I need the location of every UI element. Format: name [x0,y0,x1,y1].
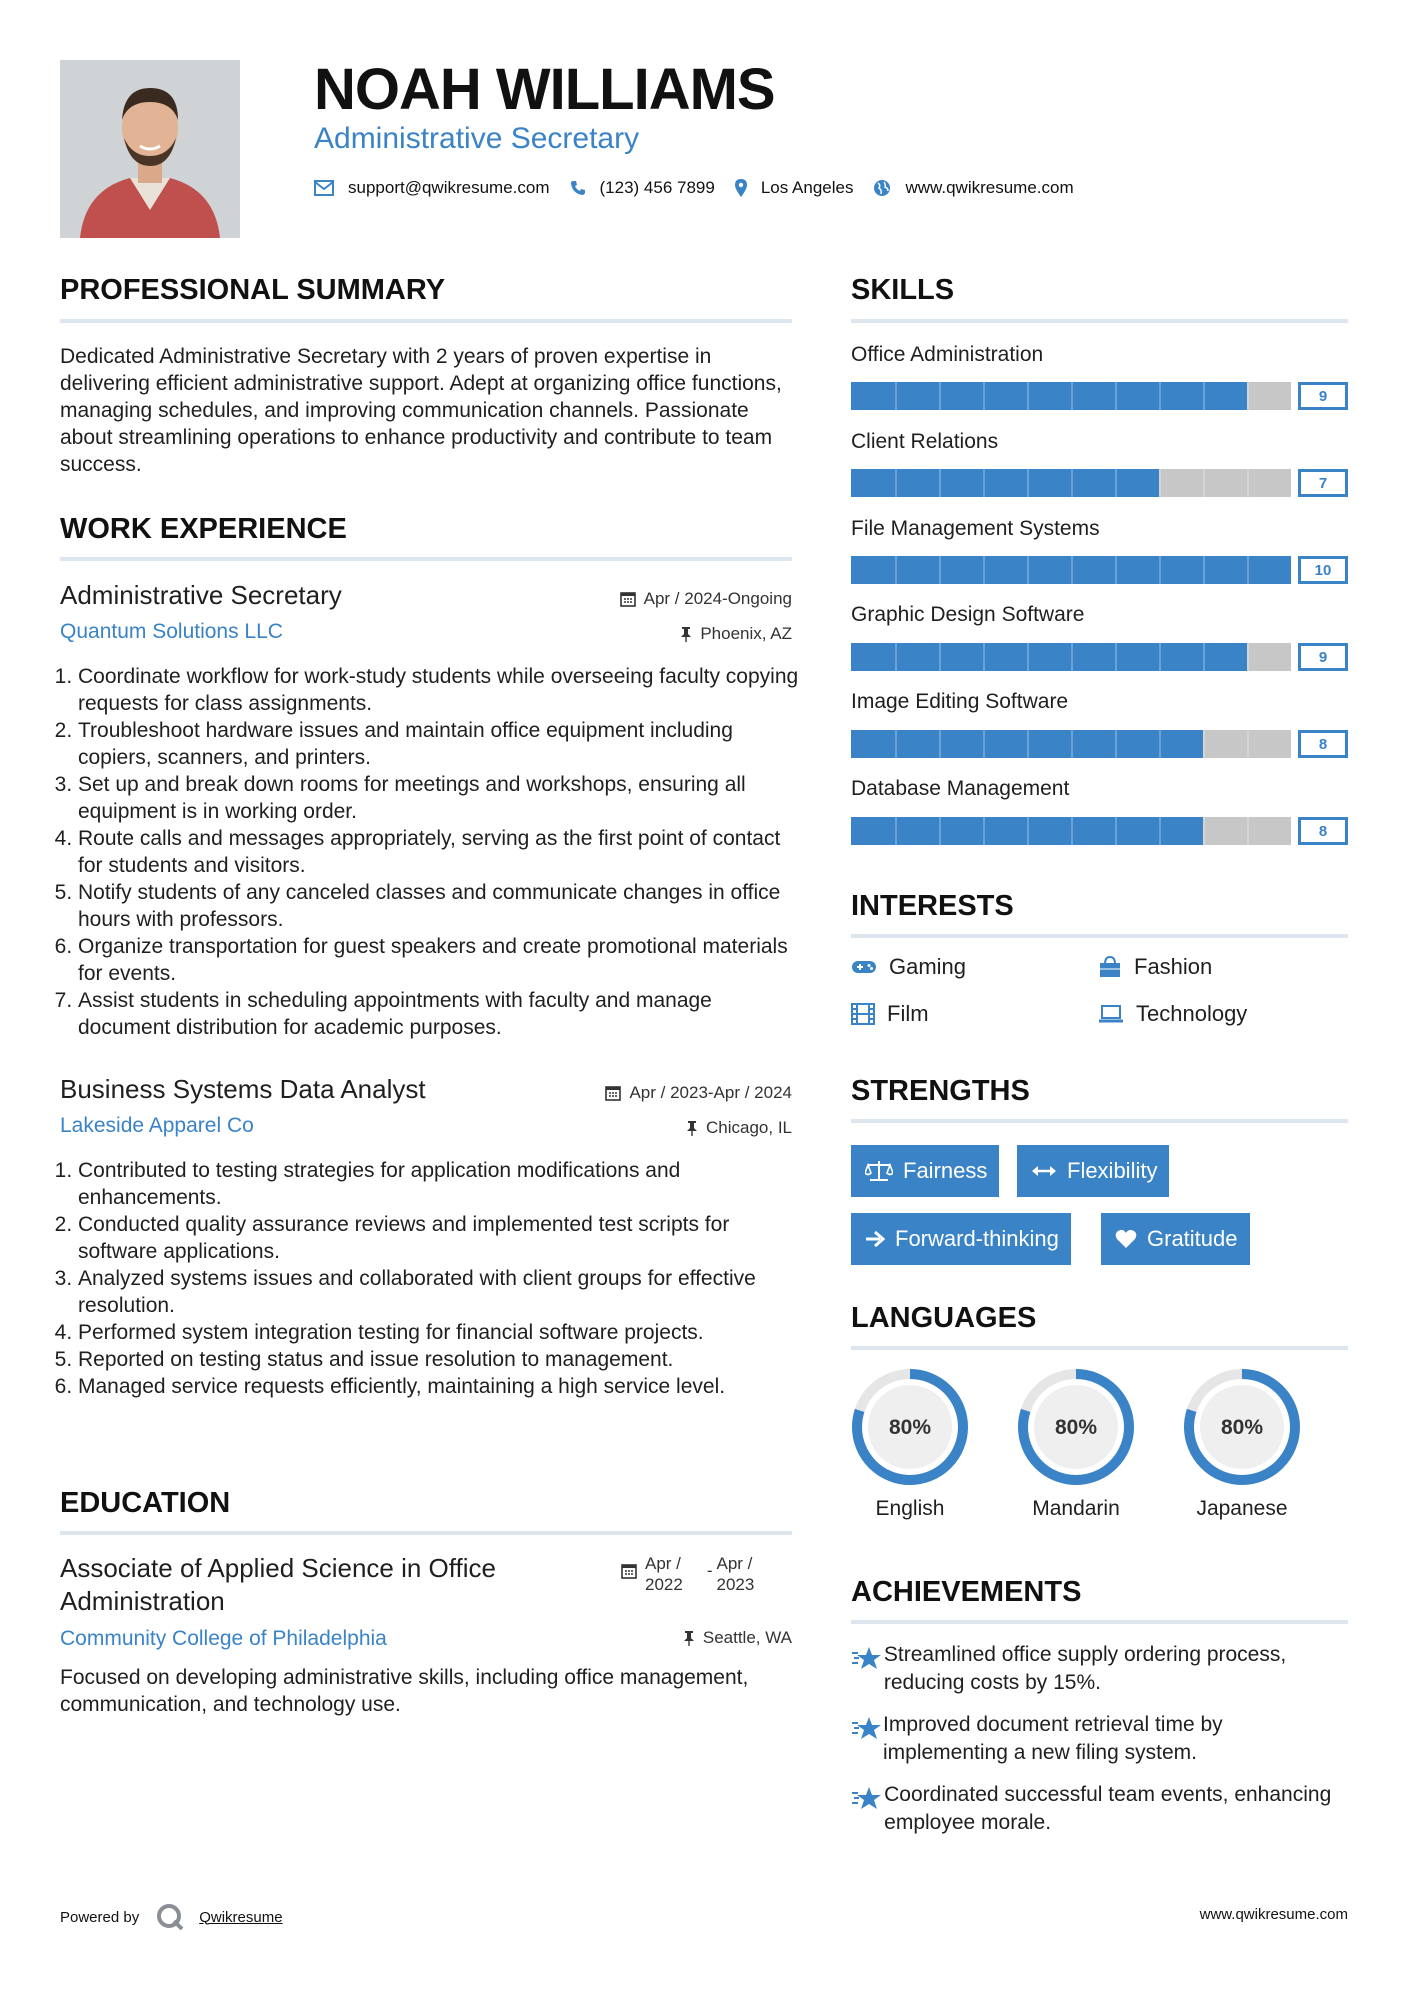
skill-segment-divider [1203,817,1205,845]
skill-segment-divider [1203,556,1205,584]
achievement-item [851,1641,1351,1697]
skill-value: 8 [1298,817,1348,845]
gauge-label: 80% [1220,1416,1264,1439]
skill-segment-divider [983,817,985,845]
skill-segment-divider [1027,730,1029,758]
phone-icon [570,180,586,196]
skill-bar [851,730,1348,758]
languages-heading: LANGUAGES [851,1302,1037,1334]
skill-segment-divider [1071,469,1073,497]
date-separator: - [706,1561,713,1580]
skill-segment-divider [1247,469,1249,497]
skill-fill [851,382,1247,410]
job-title: Administrative Secretary [60,580,342,610]
list-item: 3. Set up and break down rooms for meetings and workshops, ensuring all equipment is in working order. [78,771,800,825]
job-dates-text: Apr / 2024-Ongoing [643,589,792,608]
candidate-title: Administrative Secretary [314,122,640,155]
skill-bar [851,469,1348,497]
achievements-heading: ACHIEVEMENTS [851,1576,1082,1608]
job-location-text: Phoenix, AZ [700,624,792,643]
strengths-heading: STRENGTHS [851,1075,1030,1107]
strength-label: Gratitude [1147,1226,1238,1251]
list-item: 6. Organize transportation for guest speakers and create promotional materials for events. [78,933,800,987]
interest-item [851,954,966,980]
job-dates [620,589,792,609]
interests-rule [851,934,1348,938]
interests-heading: INTERESTS [851,890,1014,922]
list-item: 2. Troubleshoot hardware issues and maintain office equipment including copiers, scanners, and printers. [78,717,800,771]
skill-segment-divider [1159,817,1161,845]
job-dates [605,1083,792,1103]
skill-value: 10 [1298,556,1348,584]
achievement-item [851,1781,1351,1837]
job-company: Quantum Solutions LLC [60,620,283,643]
language-gauge [848,1365,972,1489]
strength-tag [1101,1213,1250,1265]
strength-tag [851,1145,999,1197]
footer-url[interactable]: www.qwikresume.com [1199,1906,1348,1923]
skill-segment-divider [939,382,941,410]
skill-segment-divider [1115,730,1117,758]
skill-bar [851,643,1348,671]
skill-segment-divider [1115,556,1117,584]
skills-heading: SKILLS [851,274,955,306]
job-location [686,1118,792,1138]
arrows-horizontal-icon [1031,1164,1057,1178]
calendar-icon [605,1085,621,1101]
achievement-text: Streamlined office supply ordering process, reducing costs by 15%. [883,1643,1287,1694]
strength-label: Forward-thinking [895,1226,1059,1251]
skill-segment-divider [1159,643,1161,671]
achievement-item [851,1711,1351,1767]
list-item: 2. Conducted quality assurance reviews and implemented test scripts for software applications. [78,1211,800,1265]
contact-phone[interactable]: (123) 456 7899 [599,178,715,197]
skill-segment-divider [1203,469,1205,497]
contact-location: Los Angeles [760,178,854,197]
skill-segment-divider [895,469,897,497]
skill-segment-divider [1203,382,1205,410]
job-location-text: Chicago, IL [706,1118,792,1137]
skill-segment-divider [1247,817,1249,845]
skill-segment-divider [895,556,897,584]
job-company: Lakeside Apparel Co [60,1114,254,1137]
skill-segment-divider [983,556,985,584]
achievements-rule [851,1620,1348,1624]
film-icon [851,1003,875,1025]
strength-label: Fairness [903,1158,988,1183]
summary-text: Dedicated Administrative Secretary with 2 years of proven expertise in delivering efficient administrative support. Adept at organizing office functions, managing schedules, and improving communication channels. Passionate about streamlining operations to enhance productivity and contribute to team success. [60,345,782,476]
skill-segment-divider [983,643,985,671]
skill-segment-divider [939,643,941,671]
education-start-month: Apr / [645,1554,681,1573]
list-item: 6. Managed service requests efficiently, maintaining a high service level. [78,1373,800,1400]
language-item [1014,1365,1138,1521]
skill-value: 7 [1298,469,1348,497]
interest-item [1098,954,1212,980]
skill-segment-divider [939,469,941,497]
education-end-month: Apr / [716,1554,753,1573]
skill-segment-divider [1203,643,1205,671]
skill-name: Client Relations [851,430,999,453]
strength-label: Flexibility [1067,1158,1158,1183]
skill-segment-divider [983,469,985,497]
skill-segment-divider [895,730,897,758]
skill-value: 9 [1298,382,1348,410]
interest-item [851,1001,929,1027]
skill-segment-divider [983,730,985,758]
skill-fill [851,469,1159,497]
education-end-year: 2023 [716,1575,755,1594]
skill-segment-divider [1115,382,1117,410]
skill-segment-divider [1071,643,1073,671]
skill-segment-divider [1027,643,1029,671]
language-name: Japanese [1196,1497,1288,1520]
language-gauge [1014,1365,1138,1489]
calendar-icon [621,1563,637,1579]
skill-segment-divider [1159,469,1161,497]
profile-photo [60,60,240,238]
education-start [645,1553,683,1595]
list-item: 1. Coordinate workflow for work-study students while overseeing faculty copying requests for class assignments. [78,663,800,717]
list-item: 5. Reported on testing status and issue resolution to management. [78,1346,800,1373]
interest-label: Technology [1136,1001,1248,1026]
language-gauge [1180,1365,1304,1489]
summary-rule [60,319,792,323]
skill-name: File Management Systems [851,517,1100,540]
globe-icon [873,179,891,197]
pin-icon [680,626,692,642]
skill-bar [851,556,1348,584]
shopping-bag-icon [1098,956,1122,978]
job-location [680,624,792,644]
school-name: Community College of Philadelphia [60,1627,387,1650]
job-dates-text: Apr / 2023-Apr / 2024 [629,1083,792,1102]
skill-segment-divider [895,382,897,410]
language-name: Mandarin [1032,1497,1120,1520]
footer-powered [60,1902,283,1932]
list-item: 1. Contributed to testing strategies for application modifications and enhancements. [78,1157,800,1211]
education-location-text: Seattle, WA [702,1628,792,1647]
contact-website[interactable]: www.qwikresume.com [905,178,1074,197]
skill-segment-divider [1247,643,1249,671]
interest-item [1098,1001,1247,1027]
skill-segment-divider [1159,556,1161,584]
skill-segment-divider [1247,382,1249,410]
star-badge-icon [851,1781,884,1837]
language-item [848,1365,972,1521]
envelope-icon [314,180,334,196]
laptop-icon [1098,1004,1124,1024]
skill-fill [851,643,1247,671]
calendar-icon [620,591,636,607]
skill-segment-divider [1115,817,1117,845]
education-heading: EDUCATION [60,1487,231,1519]
achievement-text: Coordinated successful team events, enhancing employee morale. [884,1783,1332,1834]
skill-bar [851,817,1348,845]
experience-rule [60,557,792,561]
list-item: 5. Notify students of any canceled classes and communicate changes in office hours with professors. [78,879,800,933]
skill-name: Office Administration [851,343,1044,366]
skill-name: Image Editing Software [851,690,1069,713]
strengths-rule [851,1119,1348,1123]
skill-segment-divider [1027,469,1029,497]
skill-segment-divider [1071,730,1073,758]
skill-segment-divider [1115,469,1117,497]
skill-value: 9 [1298,643,1348,671]
star-badge-icon [851,1641,884,1697]
job-title: Business Systems Data Analyst [60,1074,426,1104]
skill-segment-divider [939,730,941,758]
contact-email[interactable]: support@qwikresume.com [348,178,550,197]
language-item [1180,1365,1304,1521]
skill-name: Database Management [851,777,1070,800]
list-item: 4. Route calls and messages appropriately, serving as the first point of contact for students and visitors. [78,825,800,879]
pin-icon [683,1630,695,1646]
list-item: 7. Assist students in scheduling appointments with faculty and manage document distribution for academic purposes. [78,987,800,1041]
strength-tag [1017,1145,1169,1197]
star-badge-icon [851,1711,883,1767]
gamepad-icon [851,959,877,975]
candidate-name: NOAH WILLIAMS [314,57,775,122]
degree-line-1: Associate of Applied Science in Office [60,1553,496,1583]
skill-segment-divider [895,643,897,671]
gauge-label: 80% [1054,1416,1098,1439]
skill-segment-divider [939,817,941,845]
powered-by-text: Powered by [60,1908,140,1926]
skill-segment-divider [1203,730,1205,758]
education-location [683,1628,792,1648]
list-item: 3. Analyzed systems issues and collaborated with client groups for effective resolution. [78,1265,800,1319]
skill-segment-divider [895,817,897,845]
skill-segment-divider [1247,556,1249,584]
skill-value: 8 [1298,730,1348,758]
job-duties [60,663,800,1041]
gauge-label: 80% [888,1416,932,1439]
education-rule [60,1531,792,1535]
achievement-text: Improved document retrieval time by implementing a new filing system. [883,1713,1223,1764]
degree-title [60,1552,496,1618]
skill-segment-divider [1027,817,1029,845]
map-pin-icon [735,179,747,197]
skill-bar [851,382,1348,410]
skill-name: Graphic Design Software [851,603,1085,626]
languages-rule [851,1346,1348,1350]
balance-scale-icon [865,1160,893,1182]
degree-line-2: Administration [60,1586,225,1616]
strength-tag [851,1213,1071,1265]
skill-segment-divider [939,556,941,584]
skill-segment-divider [1115,643,1117,671]
arrow-right-icon [865,1230,885,1248]
skill-segment-divider [1071,817,1073,845]
pin-icon [686,1120,698,1136]
education-description: Focused on developing administrative skills, including office management, communication, and technology use. [60,1666,749,1716]
interest-label: Film [887,1001,929,1026]
interest-label: Gaming [889,954,967,979]
skill-segment-divider [1159,730,1161,758]
qwikresume-logo-icon [155,1902,185,1932]
list-item: 4. Performed system integration testing for financial software projects. [78,1319,800,1346]
summary-heading: PROFESSIONAL SUMMARY [60,274,446,306]
skill-segment-divider [1247,730,1249,758]
experience-heading: WORK EXPERIENCE [60,513,347,545]
brand-link[interactable]: Qwikresume [199,1908,283,1926]
education-dates [621,1553,754,1595]
skill-segment-divider [1071,382,1073,410]
skill-segment-divider [1027,556,1029,584]
contact-bar [314,178,1094,198]
interest-label: Fashion [1134,954,1213,979]
skill-segment-divider [1071,556,1073,584]
skill-segment-divider [983,382,985,410]
education-end [717,1553,755,1595]
skill-segment-divider [1159,382,1161,410]
education-start-year: 2022 [645,1575,683,1594]
skill-segment-divider [1027,382,1029,410]
skills-rule [851,319,1348,323]
job-duties [60,1157,800,1400]
language-name: English [875,1497,945,1520]
heart-icon [1115,1229,1137,1249]
